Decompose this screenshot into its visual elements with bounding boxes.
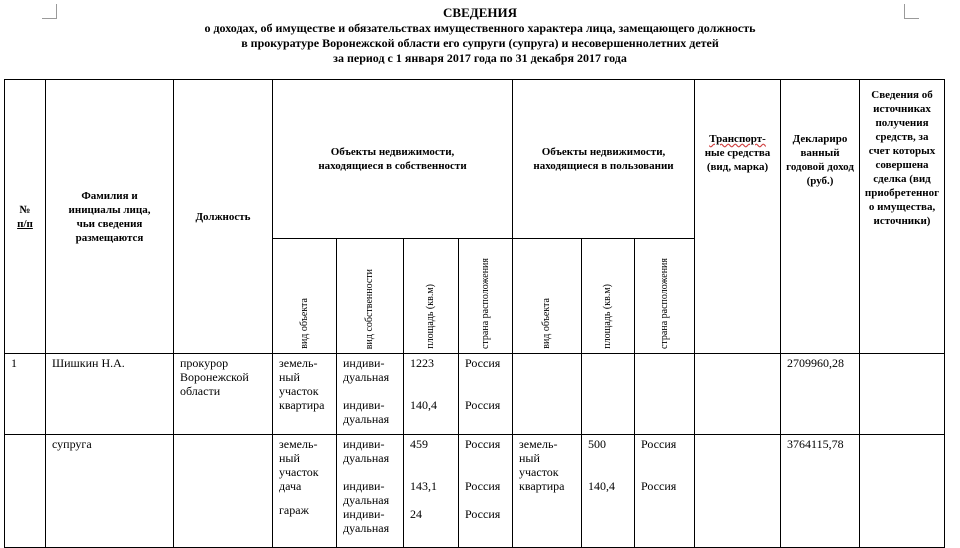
owned-type-line: дача	[279, 479, 302, 493]
subcol-used-type-text: вид объекта	[541, 298, 552, 349]
document-subtitle-line-3: за период с 1 января 2017 года по 31 декабря 2017 года	[333, 51, 627, 65]
subcol-owned-ownership-text: вид собственности	[364, 268, 375, 349]
col-header-number-line-2: п/п	[17, 217, 33, 230]
declaration-table	[4, 79, 945, 548]
owned-type-line: земель-	[279, 437, 318, 451]
cell-owned-area	[404, 354, 459, 435]
cell-income: 3764115,78	[781, 435, 860, 548]
owned-area-value: 143,1	[410, 479, 437, 493]
ownership-line: индиви-	[343, 398, 385, 412]
document-header	[0, 5, 960, 66]
used-country-value: Россия	[641, 479, 677, 493]
subcol-used-area-text: площадь (кв.м)	[602, 284, 613, 349]
cell-used-type	[513, 435, 582, 548]
cell-name: Шишкин Н.А.	[46, 354, 174, 435]
owned-area-value: 24	[410, 507, 422, 521]
owned-country-value: Россия	[465, 356, 501, 370]
subcol-owned-area-text: площадь (кв.м)	[425, 284, 436, 349]
owned-area-value: 1223	[410, 356, 434, 370]
cell-number	[5, 435, 46, 548]
owned-type-line: земель-	[279, 356, 318, 370]
owned-type-line: участок	[279, 465, 319, 479]
owned-type-line: ный	[279, 451, 300, 465]
cell-name: супруга	[46, 435, 174, 548]
subcol-owned-type-text: вид объекта	[298, 298, 310, 349]
used-type-line: земель-	[519, 437, 558, 451]
cell-number: 1	[5, 354, 46, 435]
col-header-number-line-1: №	[19, 203, 31, 216]
col-header-name-text: Фамилия и инициалы лица, чьи сведения размещаются	[68, 189, 151, 244]
col-header-sources-text: Сведения об источниках получения средств, за счет которых совершена сделка (вид приобретенног о имущества, источники)	[864, 89, 940, 227]
col-header-income-text: Деклариро ванный годовой доход (руб.)	[786, 133, 854, 187]
subcol-owned-country	[459, 239, 513, 354]
table-row	[5, 354, 945, 435]
cell-used-area	[582, 435, 635, 548]
subcol-used-country	[635, 239, 695, 354]
table-row	[5, 435, 945, 548]
owned-type-line: квартира	[279, 398, 325, 412]
used-type-line: участок	[519, 465, 559, 479]
table-header-row	[5, 80, 945, 239]
col-header-position-text: Должность	[195, 210, 251, 223]
cell-income: 2709960,28	[781, 354, 860, 435]
owned-country-value: Россия	[465, 479, 501, 493]
col-header-name	[46, 80, 174, 354]
used-area-value: 140,4	[588, 479, 615, 493]
cell-used-area	[582, 354, 635, 435]
col-header-income	[781, 80, 860, 354]
owned-country-value: Россия	[465, 507, 501, 521]
document-title: СВЕДЕНИЯ	[443, 5, 517, 20]
cell-position: прокурор Воронежской области	[174, 354, 273, 435]
ownership-line: индиви-	[343, 356, 385, 370]
subcol-used-area	[582, 239, 635, 354]
owned-type-line: гараж	[279, 503, 309, 517]
ownership-line: индиви-	[343, 437, 385, 451]
subcol-owned-country-text: страна расположения	[479, 257, 491, 349]
col-header-position	[174, 80, 273, 354]
ownership-line: индиви-	[343, 507, 385, 521]
document-subtitle-line-2: в прокуратуре Воронежской области его супруги (супруга) и несовершеннолетних детей	[241, 36, 719, 50]
used-type-line: квартира	[519, 479, 565, 493]
col-header-used-property-text: Объекты недвижимости, находящиеся в пользовании	[533, 146, 674, 172]
subcol-used-country-text: страна расположения	[658, 257, 670, 349]
document-subtitle-line-1: о доходах, об имуществе и обязательствах имущественного характера лица, замещающего должность	[204, 21, 756, 35]
col-header-sources	[860, 80, 945, 354]
owned-area-value: 140,4	[410, 398, 437, 412]
owned-area-value: 459	[410, 437, 428, 451]
subcol-owned-type	[273, 239, 337, 354]
col-header-owned-property-text: Объекты недвижимости, находящиеся в собственности	[318, 146, 467, 172]
ownership-line: дуальная	[343, 493, 390, 507]
cell-sources	[860, 435, 945, 548]
cell-used-country	[635, 435, 695, 548]
cell-used-type	[513, 354, 582, 435]
owned-country-value: Россия	[465, 398, 501, 412]
used-type-line: ный	[519, 451, 540, 465]
owned-country-value: Россия	[465, 437, 501, 451]
col-header-transport	[695, 80, 781, 354]
cell-position	[174, 435, 273, 548]
cell-transport	[695, 354, 781, 435]
used-country-value: Россия	[641, 437, 677, 451]
cell-owned-area	[404, 435, 459, 548]
subcol-used-type	[513, 239, 582, 354]
cell-owned-country	[459, 435, 513, 548]
col-header-number	[5, 80, 46, 354]
subcol-owned-area	[404, 239, 459, 354]
cell-used-country	[635, 354, 695, 435]
cell-owned-ownership	[337, 435, 404, 548]
owned-type-line: ный	[279, 370, 300, 384]
cell-transport	[695, 435, 781, 548]
col-header-transport-line-2: ные средства	[704, 147, 771, 159]
ownership-line: индиви-	[343, 479, 385, 493]
cell-owned-type	[273, 354, 337, 435]
ownership-line: дуальная	[343, 521, 390, 535]
cell-owned-country	[459, 354, 513, 435]
col-header-transport-line-3: (вид, марка)	[706, 161, 769, 173]
col-header-used-property	[513, 80, 695, 239]
subcol-owned-ownership	[337, 239, 404, 354]
cell-owned-ownership	[337, 354, 404, 435]
owned-type-line: участок	[279, 384, 319, 398]
ownership-line: дуальная	[343, 412, 390, 426]
ownership-line: дуальная	[343, 370, 390, 384]
cell-sources	[860, 354, 945, 435]
ownership-line: дуальная	[343, 451, 390, 465]
used-area-value: 500	[588, 437, 606, 451]
cell-owned-type	[273, 435, 337, 548]
col-header-owned-property	[273, 80, 513, 239]
col-header-transport-line-1: Транспорт-	[709, 133, 766, 145]
